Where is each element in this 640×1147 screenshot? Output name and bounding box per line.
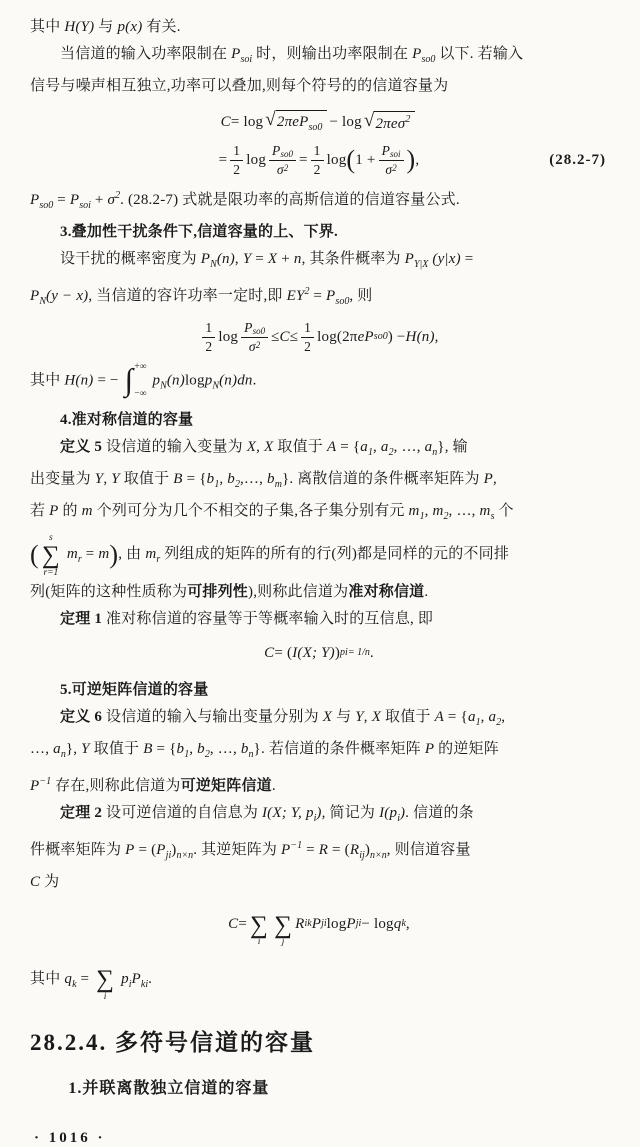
document-body: [30, 14, 608, 1001]
fraction: $\frac{\text{Pso0}}{\sigma^2}$: [269, 143, 296, 178]
text-line: ( s ∑ r=1 $m_r = m$), 由 $m_r$ 列组成的矩阵的所有的行(列)都是同样的元的不同排: [30, 533, 510, 578]
equation-number: (28.2-7): [549, 152, 606, 168]
summation: s ∑ r=1: [41, 533, 60, 578]
summation: ∑ i: [250, 911, 269, 948]
fraction: $\frac{1}{2}$: [301, 320, 314, 354]
text-line: 定理 1 准对称信道的容量等于等概率输入时的互信息, 即: [60, 611, 434, 628]
radical-sign: √: [265, 109, 276, 130]
text-line: 其中 H(Y) 与 p(x) 有关.: [30, 19, 181, 35]
text-line: 定理 2 设可逆信道的自信息为 I(X; Y, $p_i$), 简记为 $I(p_i)$. 信道的条: [60, 805, 474, 825]
text-line: 定义 5 设信道的输入变量为 X, X 取值于 $A = \{a_1$, $a_2$, …, $a_n$}, 输: [60, 439, 468, 459]
sum-sign: ∑: [96, 966, 115, 994]
sum-sign: ∑: [250, 911, 269, 939]
formula-line: = $\frac{1}{2}$ log $\frac{\text{Pso0}}{\sigma^2}$ = $\frac{1}{2}$ log ( 1 + $\frac{\text{Psoi}}{\sigma^2}$ ) , (28.2-7): [218, 142, 606, 177]
text-line: 件概率矩阵为 $P = (P_{ji})_{n\times n}$. 其逆矩阵为 $P^{-1} = R = (R_{ij})_{n\times n}$, 则信道容量: [30, 840, 471, 862]
text-line: 定义 6 设信道的输入与输出变量分别为 X 与 Y, X 取值于 $A = \{a_1$, $a_2$,: [60, 709, 506, 729]
text-line: C 为: [30, 874, 60, 891]
formula-line: C = log √ 2πeP$_{so0}$ − log √ 2πeσ$^2$: [30, 104, 608, 140]
fraction: $\frac{\text{Pso0}}{\sigma^2}$: [241, 320, 268, 355]
subsection-heading: 1.并联离散独立信道的容量: [68, 1079, 270, 1097]
text-line: $P_N(y - x)$, 当信道的容许功率一定时,即 $EY^2 = P_{so0}$, 则: [30, 286, 373, 307]
text-line: $P_{so0} = P_{soi} + \sigma^2$. (28.2-7) 式就是限功率的高斯信道的信道容量公式.: [30, 190, 460, 211]
page-number: · 1016 ·: [34, 1129, 106, 1146]
text-line: 信号与噪声相互独立,功率可以叠加,则每个符号的的信道容量为: [30, 78, 449, 94]
fraction: $\frac{1}{2}$: [311, 143, 324, 177]
radical-sign: √: [363, 110, 375, 131]
text-line: 其中 $q_k$ = ∑ i $p_iP_{ki}$.: [30, 957, 608, 1002]
summation: ∑ i: [96, 966, 115, 1002]
fraction: $\frac{\text{Psoi}}{\sigma^2}$: [379, 143, 404, 178]
text-line: 若 P 的 m 个列可分为几个不相交的子集,各子集分别有元 $m_1$, $m_2$, …, $m_s$ 个: [30, 503, 514, 523]
section-heading: 28.2.4. 多符号信道的容量: [30, 1030, 315, 1056]
integral: ∫ +∞ −∞: [124, 361, 147, 399]
fraction: $\frac{1}{2}$: [202, 320, 215, 354]
text-line: 当信道的输入功率限制在 $P_{soi}$ 时，则输出功率限制在 $P_{so0}$ 以下. 若输入: [60, 46, 524, 65]
radical: √ 2πeσ$^2$: [364, 111, 416, 133]
formula-line: C = ( I(X; Y) ) p i = 1/n .: [264, 645, 374, 662]
text-line: …, $a_n$}, Y 取值于 $B = \{b_1$, $b_2$, …, $b_n$}. 若信道的条件概率矩阵 P 的逆矩阵: [30, 741, 499, 761]
sum-sign: ∑: [274, 911, 293, 939]
text-line: 5.可逆矩阵信道的容量: [60, 682, 209, 699]
sum-sign: ∑: [41, 541, 60, 569]
formula-line: $\frac{1}{2}$ log $\frac{\text{Pso0}}{\sigma^2}$ ≤ C ≤ $\frac{1}{2}$ log(2π eP so0 ) − H (n) ,: [30, 319, 608, 355]
fraction: $\frac{1}{2}$: [230, 143, 243, 177]
text-line: $P^{-1}$ 存在,则称此信道为可逆矩阵信道.: [30, 776, 276, 795]
text-line: 设干扰的概率密度为 $P_N(n)$, Y = X + n, 其条件概率为 $P_{Y|X}$ (y|x) =: [60, 251, 474, 270]
text-line: 4.准对称信道的容量: [60, 412, 194, 429]
radical: √ 2πeP$_{so0}$: [265, 110, 327, 134]
text-line: 其中 H(n) = − ∫ +∞ −∞ $p_N(n)\log p_N(n)dn$.: [30, 361, 257, 399]
text-line: 出变量为 Y, Y 取值于 $B = \{b_1$, $b_2,\dots$, $b_m$}. 离散信道的条件概率矩阵为 P,: [30, 471, 497, 491]
summation: ∑ j: [274, 911, 293, 948]
text-line: 3.叠加性干扰条件下,信道容量的上、下界.: [60, 224, 338, 240]
formula-line: C = ∑ i ∑ j R ik P ji log P ji − log q k ,: [30, 902, 608, 947]
integral-sign: ∫: [124, 361, 134, 397]
text-line: 列(矩阵的这种性质称为可排列性),则称此信道为准对称信道.: [30, 584, 429, 601]
